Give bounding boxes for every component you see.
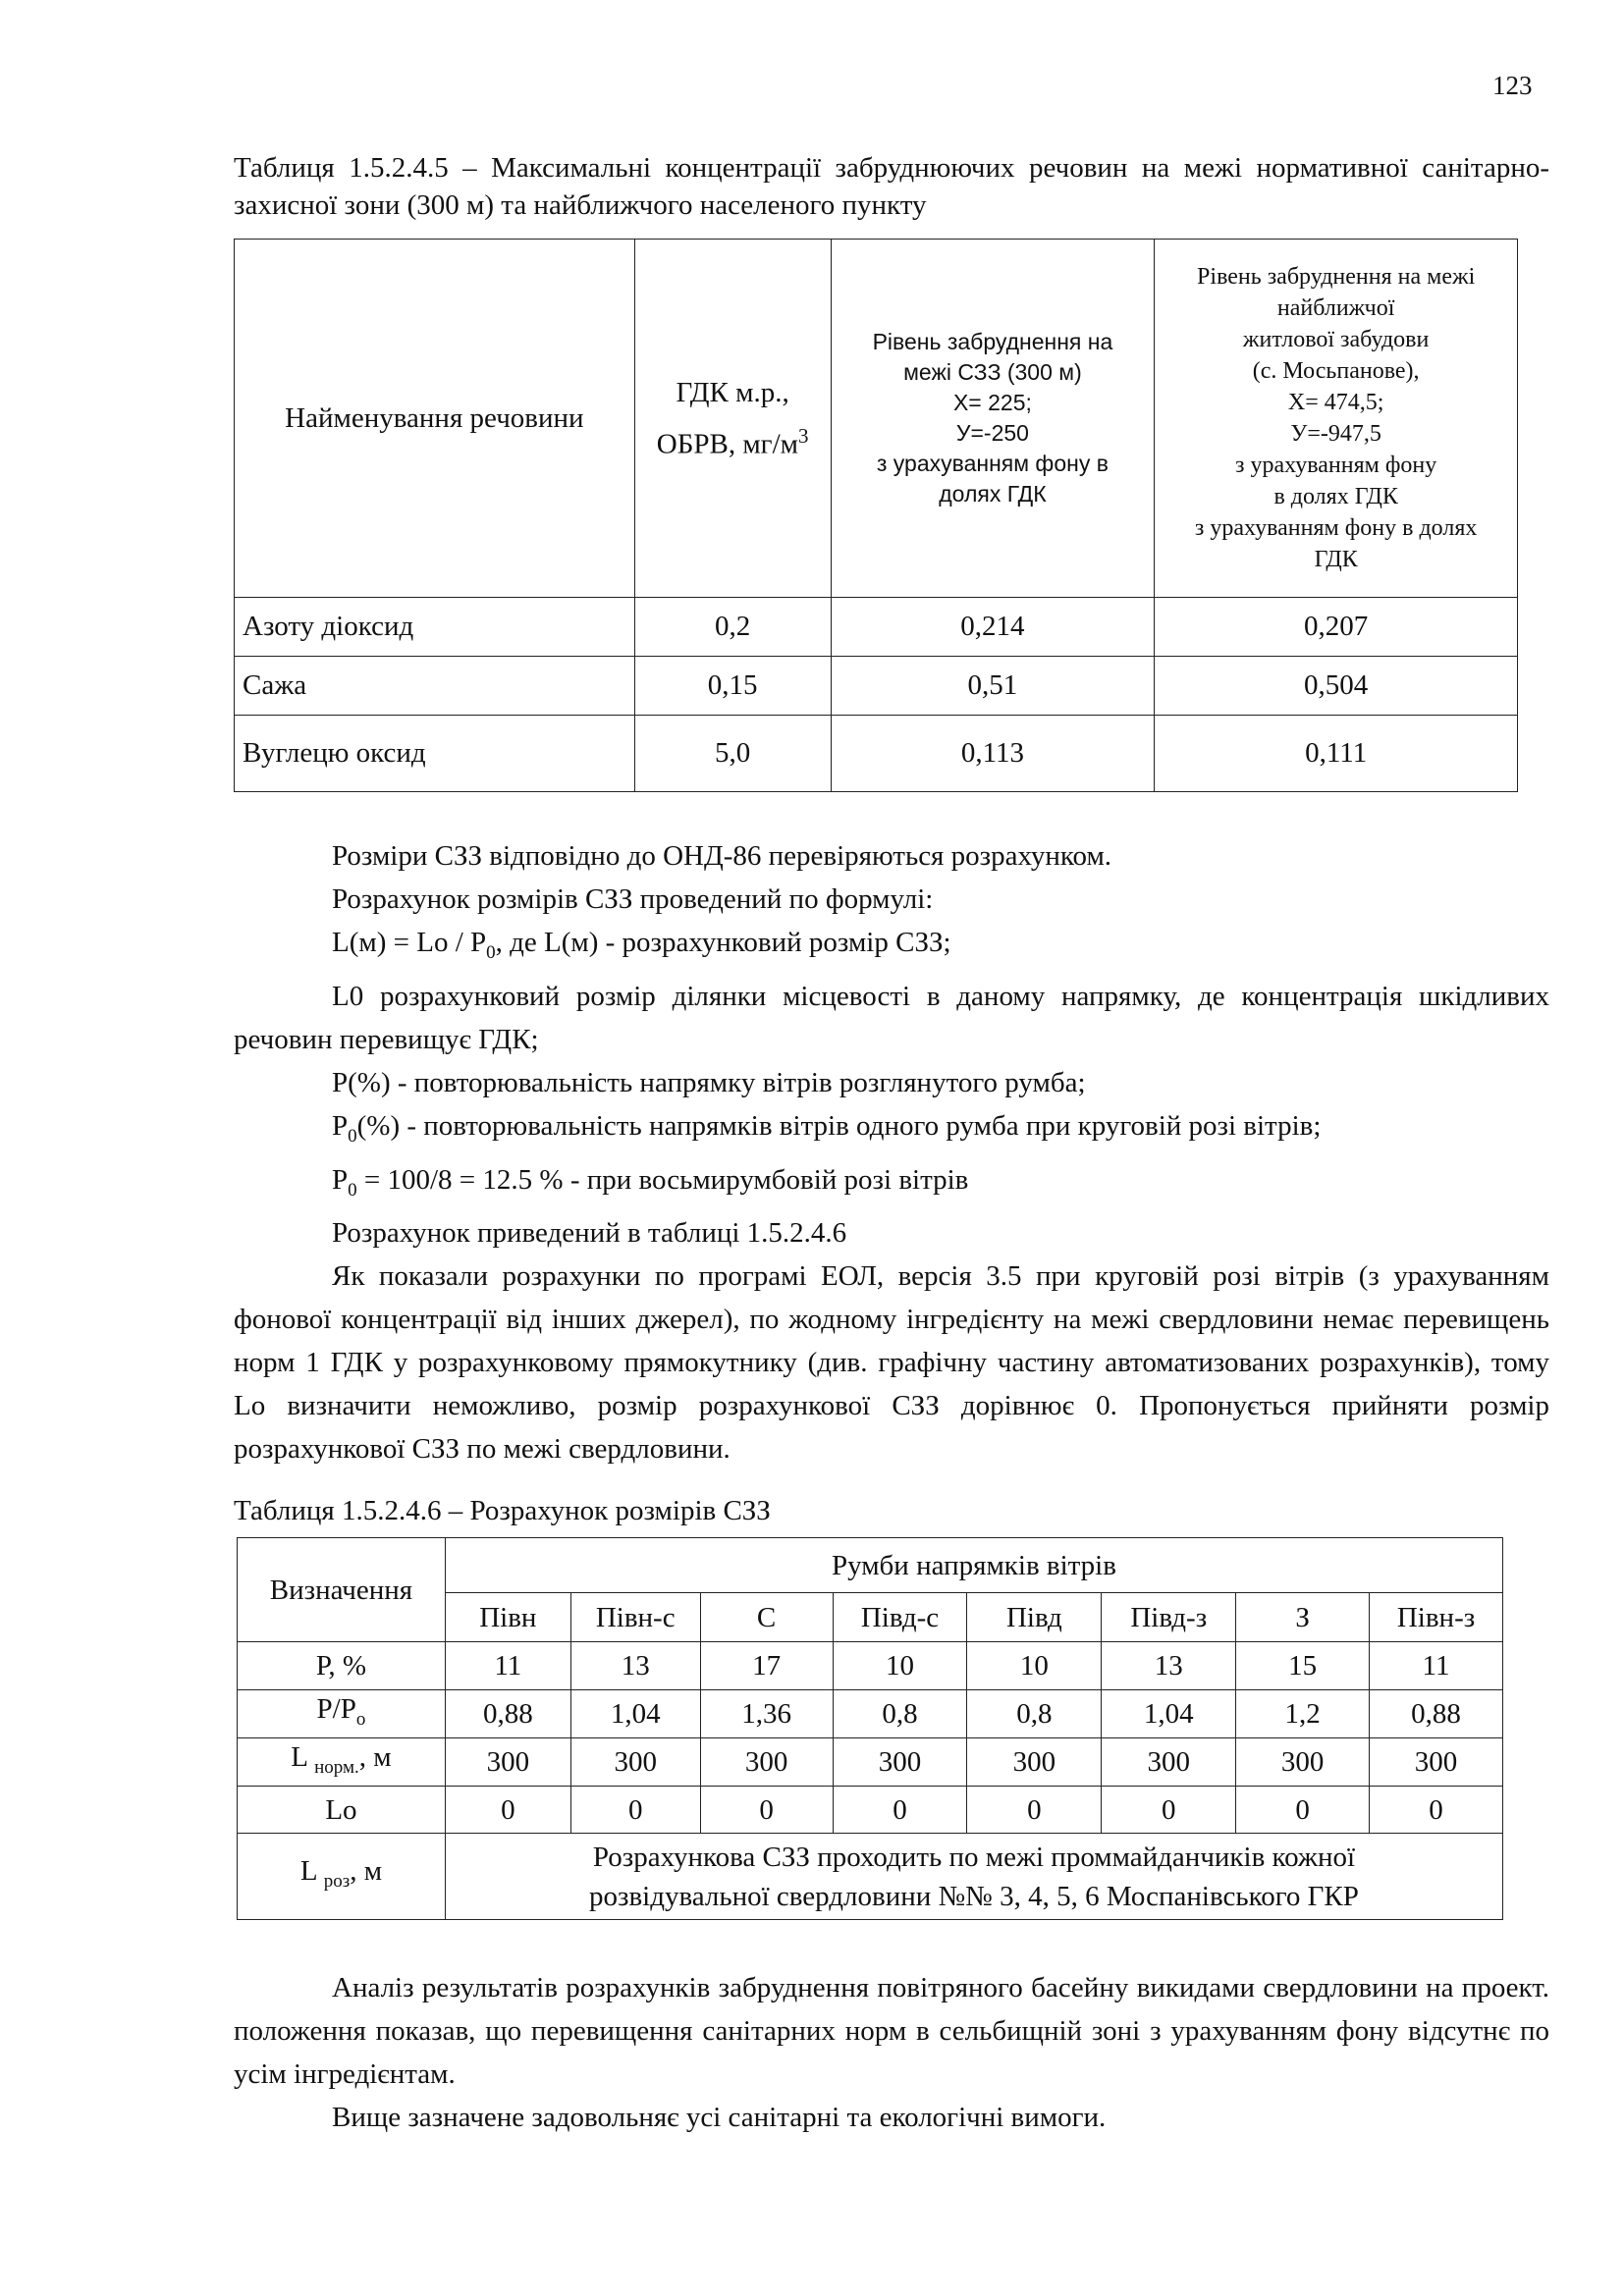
cell-value: 13 xyxy=(1102,1642,1236,1690)
cell-value: 1,04 xyxy=(1102,1690,1236,1738)
cell-value: 0 xyxy=(1370,1787,1503,1834)
direction: Півд-з xyxy=(1102,1593,1236,1642)
cell-value: 11 xyxy=(445,1642,570,1690)
cell-value: 0,88 xyxy=(445,1690,570,1738)
body-text xyxy=(234,834,1549,1470)
row-label: L $_{норм.}$, м xyxy=(238,1738,446,1787)
direction: Півд-с xyxy=(833,1593,967,1642)
cell-value: 0 xyxy=(445,1787,570,1834)
cell-value: 300 xyxy=(833,1738,967,1787)
cell-value: 300 xyxy=(445,1738,570,1787)
substance-name: Вуглецю оксид xyxy=(235,716,635,792)
paragraph: Розміри СЗЗ відповідно до ОНД-86 перевіряються розрахунком. xyxy=(332,840,1112,872)
table1-caption: Таблиця 1.5.2.4.5 – Максимальні концентрації забруднюючих речовин на межі нормативної санітарно-захисної зони (300 м) та найближчого населеного пункту xyxy=(234,152,1549,221)
table2-caption: Таблиця 1.5.2.4.6 – Розрахунок розмірів СЗЗ xyxy=(234,1495,771,1526)
substance-name: Сажа xyxy=(235,657,635,716)
cell-value: 300 xyxy=(700,1738,833,1787)
table2-header-rumby: Румби напрямків вітрів xyxy=(445,1538,1502,1593)
cell-value: 0 xyxy=(570,1787,700,1834)
cell-value: 0 xyxy=(967,1787,1102,1834)
formula-line: L(м) = Lо / $Р_0$, де L(м) - розрахунковий розмір СЗЗ; xyxy=(332,927,951,963)
paragraph: $Р_0 = 100/8 = 12.5$ % - при восьмирумбовій розі вітрів xyxy=(332,1163,969,1201)
cell-value: 0 xyxy=(700,1787,833,1834)
cell-value: 1,2 xyxy=(1236,1690,1370,1738)
paragraph: Розрахунок приведений в таблиці 1.5.2.4.6 xyxy=(332,1217,847,1250)
row-label: L $_{роз}$, м xyxy=(238,1834,446,1920)
cell-value: 0,8 xyxy=(833,1690,967,1738)
cell-value: 17 xyxy=(700,1642,833,1690)
cell-value: 0 xyxy=(1236,1787,1370,1834)
table-row xyxy=(238,1690,1503,1738)
paragraph: L0 розрахунковий розмір ділянки місцевості в даному напрямку, де концентрація шкідливих речовин перевищує ГДК; xyxy=(234,980,1549,1055)
cell-value: 15 xyxy=(1236,1642,1370,1690)
table1-concentrations xyxy=(234,239,1518,792)
table-row xyxy=(238,1787,1503,1834)
conclusion-text xyxy=(234,1966,1549,2139)
gdk-value: 0,15 xyxy=(634,657,831,716)
szz-value: 0,113 xyxy=(831,716,1155,792)
table-row xyxy=(235,598,1518,657)
cell-value: 0 xyxy=(833,1787,967,1834)
cell-value: 10 xyxy=(967,1642,1102,1690)
szz-note: Розрахункова СЗЗ проходить по межі проммайданчиків кожної розвідувальної свердловини №№ 3, 4, 5, 6 Моспанівського ГКР xyxy=(445,1834,1502,1920)
direction: Півн-с xyxy=(570,1593,700,1642)
direction: С xyxy=(700,1593,833,1642)
direction: Півн-з xyxy=(1370,1593,1503,1642)
gdk-value: 5,0 xyxy=(634,716,831,792)
paragraph: Розрахунок розмірів СЗЗ проведений по формулі: xyxy=(332,883,934,915)
paragraph: Вище зазначене задовольняє усі санітарні та екологічні вимоги. xyxy=(332,2102,1107,2133)
gdk-value: 0,2 xyxy=(634,598,831,657)
paragraph: $Р_0(\%)$ - повторювальність напрямків вітрів одного румба при круговій розі вітрів; xyxy=(332,1109,1322,1147)
direction: З xyxy=(1236,1593,1370,1642)
cell-value: 1,36 xyxy=(700,1690,833,1738)
substance-name: Азоту діоксид xyxy=(235,598,635,657)
cell-value: 0 xyxy=(1102,1787,1236,1834)
table1-header-gdk: ГДК м.р., ОБРВ, $мг/м^3$ xyxy=(634,240,831,598)
row-label: Lo xyxy=(238,1787,446,1834)
szz-value: 0,214 xyxy=(831,598,1155,657)
table-row xyxy=(235,657,1518,716)
table-row xyxy=(238,1738,1503,1787)
cell-value: 300 xyxy=(570,1738,700,1787)
table1-header-szz: Рівень забруднення на межі СЗЗ (300 м) Х= 225; У=-250 з урахуванням фону в долях ГДК xyxy=(831,240,1155,598)
row-label: $Р/Р_о$ xyxy=(238,1690,446,1738)
paragraph: Аналіз результатів розрахунків забруднення повітряного басейну викидами свердловини на проект. положення показав, що перевищення санітарних норм в сельбищній зоні з урахуванням фону відсутнє по усім інгредієнтам. xyxy=(234,1972,1549,2090)
table2-szz-calculation xyxy=(237,1537,1503,1920)
residential-value: 0,207 xyxy=(1155,598,1518,657)
direction: Півд xyxy=(967,1593,1102,1642)
cell-value: 1,04 xyxy=(570,1690,700,1738)
cell-value: 10 xyxy=(833,1642,967,1690)
residential-value: 0,111 xyxy=(1155,716,1518,792)
table-row xyxy=(238,1642,1503,1690)
cell-value: 0,8 xyxy=(967,1690,1102,1738)
row-label: Р, % xyxy=(238,1642,446,1690)
residential-value: 0,504 xyxy=(1155,657,1518,716)
table1-header-name: Найменування речовини xyxy=(235,240,635,598)
table-row xyxy=(238,1834,1503,1920)
cell-value: 300 xyxy=(1102,1738,1236,1787)
cell-value: 300 xyxy=(1370,1738,1503,1787)
cell-value: 0,88 xyxy=(1370,1690,1503,1738)
cell-value: 11 xyxy=(1370,1642,1503,1690)
szz-value: 0,51 xyxy=(831,657,1155,716)
table1-header-residential: Рівень забруднення на межі найближчої житлової забудови (с. Мосьпанове), Х= 474,5; У=-947,5 з урахуванням фону в долях ГДК з урахуванням фону в долях ГДК xyxy=(1155,240,1518,598)
page-number: 123 xyxy=(1492,71,1533,100)
paragraph: Р(%) - повторювальність напрямку вітрів розглянутого румба; xyxy=(332,1066,1086,1098)
cell-value: 300 xyxy=(1236,1738,1370,1787)
direction: Півн xyxy=(445,1593,570,1642)
table2-header-row xyxy=(238,1538,1503,1593)
table-row xyxy=(235,716,1518,792)
paragraph: Як показали розрахунки по програмі ЕОЛ, версія 3.5 при круговій розі вітрів (з урахуванням фонової концентрації від інших джерел), по жодному інгредієнту на межі свердловини немає перевищень норм 1 ГДК у розрахунковому прямокутнику (див. графічну частину автоматизованих розрахунків), тому Lо визначити неможливо, розмір розрахункової СЗЗ дорівнює 0. Пропонується прийняти розмір розрахункової СЗЗ по межі свердловини. xyxy=(234,1260,1549,1466)
cell-value: 300 xyxy=(967,1738,1102,1787)
table1-header-row xyxy=(235,240,1518,598)
cell-value: 13 xyxy=(570,1642,700,1690)
table2-header-def: Визначення xyxy=(238,1538,446,1642)
